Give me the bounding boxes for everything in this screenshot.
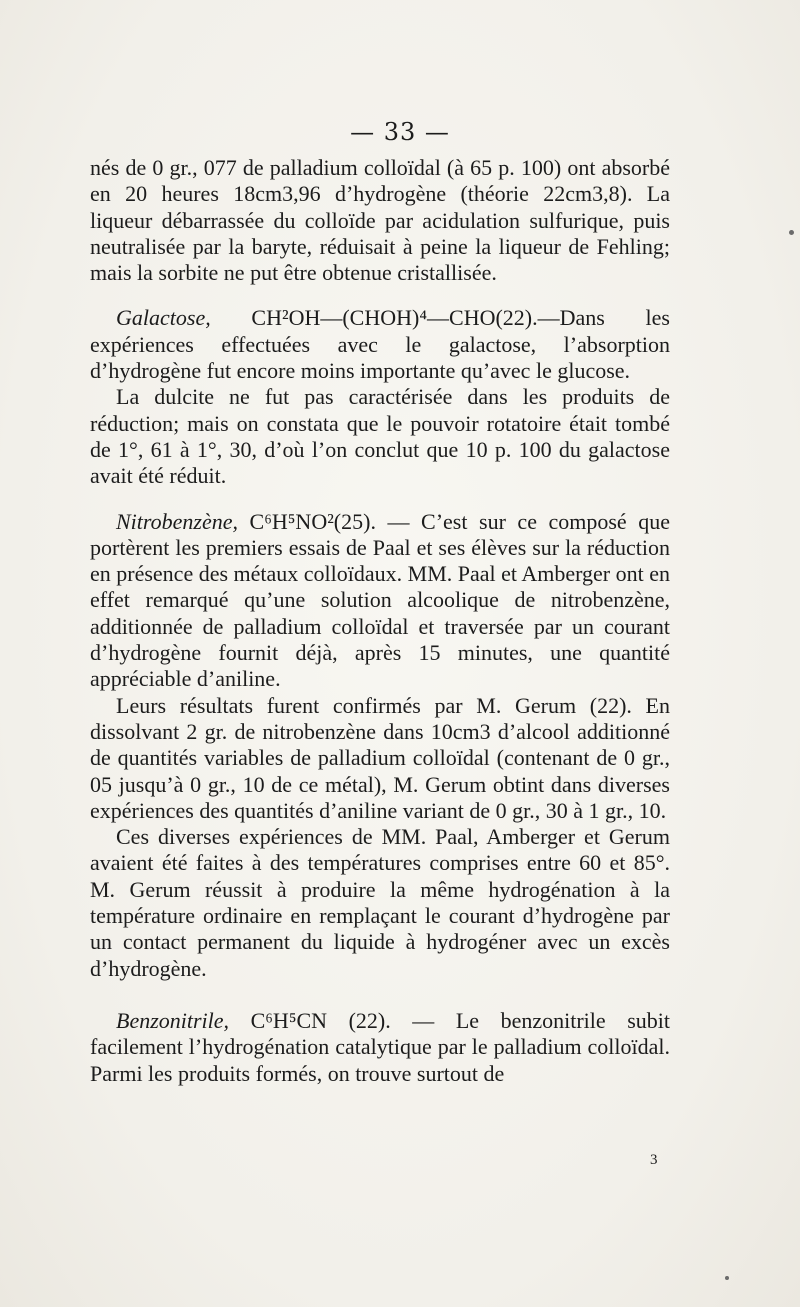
- body-text: [90, 155, 670, 1087]
- paragraph-text: Ces diverses expériences de MM. Paal, Amberger et Gerum avaient été faites à des températures comprises entre 60 et 85°. M. Gerum réussit à produire la même hydrogénation à la température ordinaire en remplaçant le courant d’hydrogène par un contact permanent du liquide à hydrogéner avec un excès d’hydrogène.: [90, 824, 670, 981]
- paragraph-text: C⁶H⁵NO²(25). — C’est sur ce composé que portèrent les premiers essais de Paal et ses élèves sur la réduction en présence des métaux colloïdaux. MM. Paal et Amberger ont en effet remarqué qu’une solution alcoolique de nitrobenzène, additionnée de palladium colloïdal et traversée par un courant d’hydrogène fournit déjà, après 15 minutes, une quantité appréciable d’aniline.: [90, 508, 670, 692]
- paragraph-gerum: [90, 693, 670, 824]
- paragraph-benzonitrile: [90, 1008, 670, 1087]
- page-number: — 33 —: [350, 118, 450, 146]
- signature-mark: 3: [650, 1152, 658, 1168]
- paragraph-sorbite: [90, 155, 670, 286]
- paragraph-text: CH²OH—(CHOH)⁴—CHO(22).—Dans les expériences effectuées avec le galactose, l’absorption d’hydrogène fut encore moins importante qu’avec le glucose.: [90, 305, 670, 384]
- dust-speck: [725, 1276, 729, 1280]
- dust-speck: [789, 230, 794, 235]
- paragraph-text: Leurs résultats furent confirmés par M. Gerum (22). En dissolvant 2 gr. de nitrobenzène dans 10cm3 d’alcool additionné de quantités variables de palladium colloïdal (contenant de 0 gr., 05 jusqu’à 0 gr., 10 de ce métal), M. Gerum obtint dans diverses expériences des quantités d’aniline variant de 0 gr., 30 à 1 gr., 10.: [90, 692, 670, 823]
- section-lead: Nitrobenzène,: [116, 508, 238, 534]
- paragraph-text: C⁶H⁵CN (22). — Le benzonitrile subit facilement l’hydrogénation catalytique par le palladium colloïdal. Parmi les produits formés, on trouve surtout de: [90, 1007, 670, 1086]
- paragraph-dulcite: [90, 384, 670, 489]
- paragraph-text: nés de 0 gr., 077 de palladium colloïdal (à 65 p. 100) ont absorbé en 20 heures 18cm3,96 d’hydrogène (théorie 22cm3,8). La liqueur débarrassée du colloïde par acidulation sulfurique, puis neutralisée par la baryte, réduisait à peine la liqueur de Fehling; mais la sorbite ne put être obtenue cristallisée.: [90, 155, 670, 286]
- paragraph-text: La dulcite ne fut pas caractérisée dans les produits de réduction; mais on constata que le pouvoir rotatoire était tombé de 1°, 61 à 1°, 30, d’où l’on conclut que 10 p. 100 du galactose avait été réduit.: [90, 384, 670, 489]
- section-lead: Galactose,: [116, 305, 211, 331]
- paragraph-galactose: [90, 305, 670, 384]
- paragraph-experiences: [90, 824, 670, 982]
- section-lead: Benzonitrile,: [116, 1007, 230, 1033]
- paragraph-nitrobenzene: [90, 509, 670, 693]
